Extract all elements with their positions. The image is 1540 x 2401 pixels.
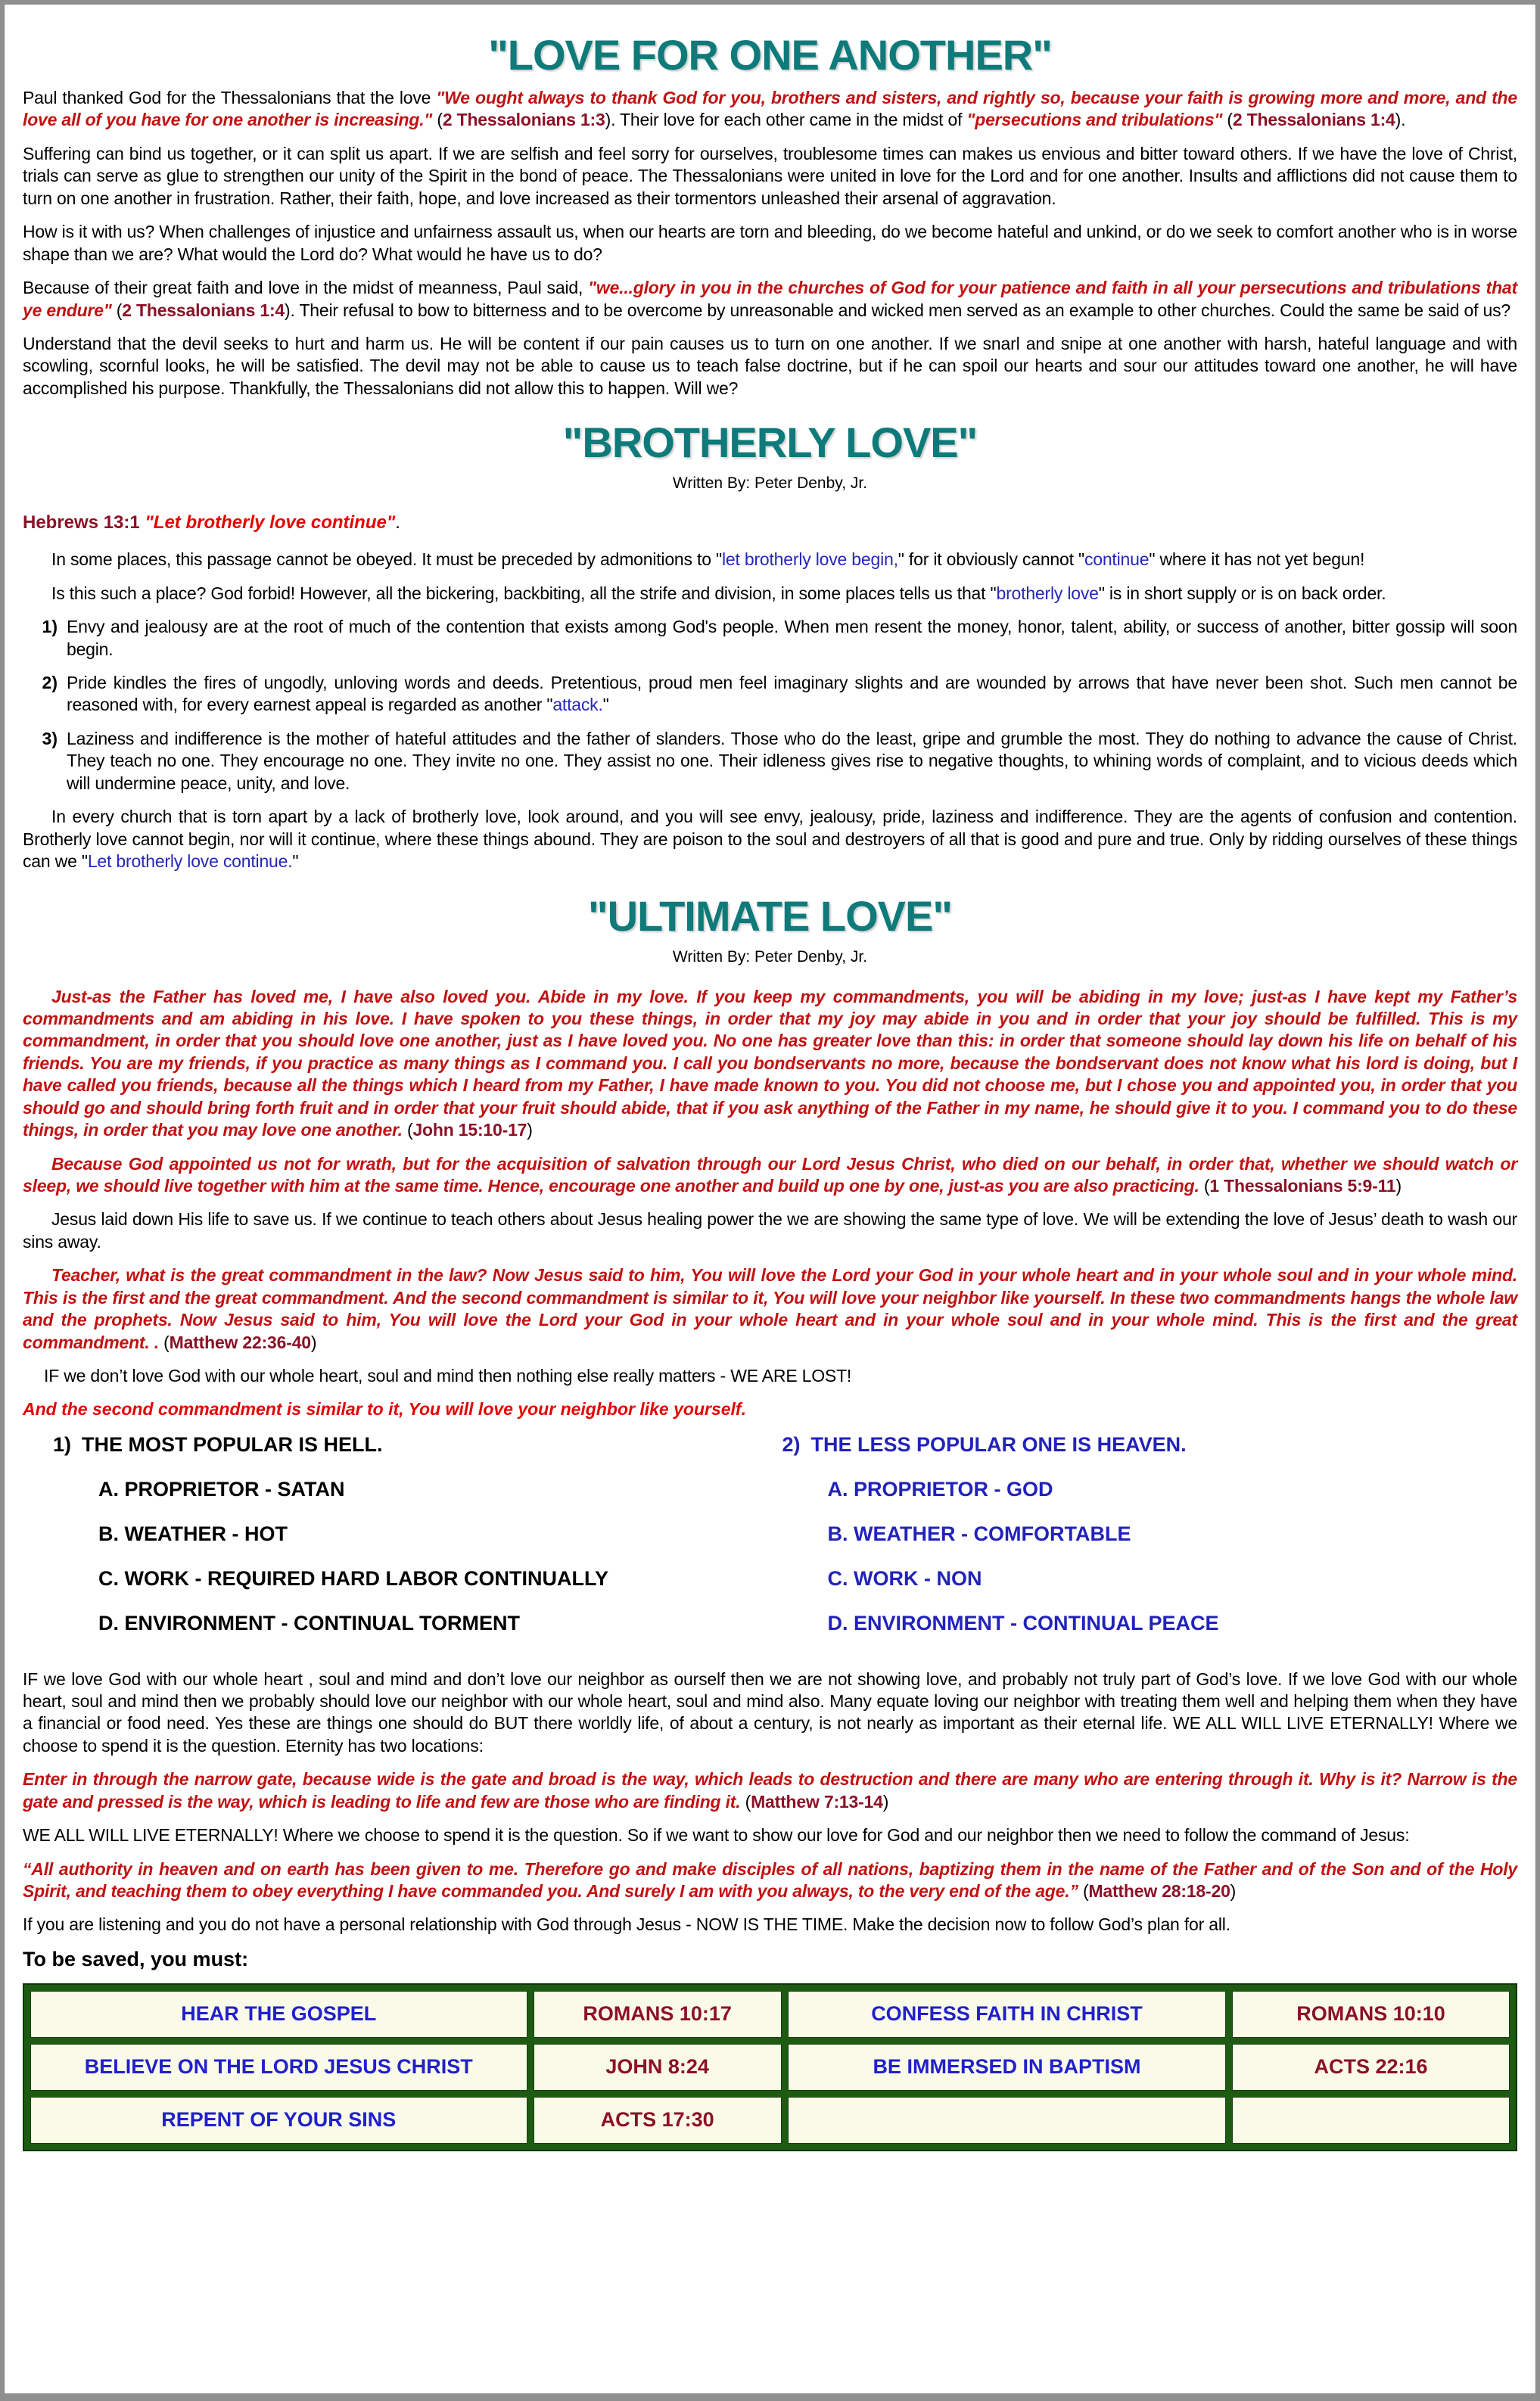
table-cell-reference: ROMANS 10:17	[534, 1991, 782, 2038]
scripture-reference: Matthew 7:13-14	[751, 1791, 883, 1812]
text-run: " is in short supply or is on back order.	[1098, 583, 1386, 603]
text-run: Envy and jealousy are at the root of much of the contention that exists among God's people. When men resent the money, honor, talent, ability, or success of another, bitter gossip will soon begin.	[67, 617, 1517, 659]
scripture-reference: 2 Thessalonians 1:4	[1232, 110, 1395, 130]
scripture-quote: “All authority in heaven and on earth has been given to me. Therefore go and make disciples of all nations, baptizing them in the name of the Father and of the Son and of the Holy Spirit, and teaching them to obey everything I have commanded you. And surely I am with you always, to the very end of the age.”	[23, 1858, 1517, 1901]
paragraph-suffering: Suffering can bind us together, or it can split us apart. If we are selfish and feel sorry for ourselves, troublesome times can makes us envious and bitter toward others. If we have the love of Christ, trials can serve as glue to strengthen our unity of the Spirit in the bond of peace. The Thessalonians were united in love for the Lord and for one another. Insults and afflictions did not cause them to turn on one another in frustration. Rather, their faith, hope, and love increased as their tormentors unleashed their arsenal of aggravation.	[23, 143, 1517, 208]
heaven-item-weather: B. WEATHER - COMFORTABLE	[827, 1522, 1131, 1545]
table-cell-step: BE IMMERSED IN BAPTISM	[788, 2044, 1226, 2091]
section-title-ultimate-love: "ULTIMATE LOVE"	[588, 891, 952, 940]
text-run: " where it has not yet begun!	[1149, 549, 1365, 570]
list-item-text	[67, 728, 1517, 795]
text-run: ). Their love for each other came in the midst of	[605, 110, 967, 130]
text-link[interactable]: continue	[1084, 549, 1150, 570]
text-run: "	[602, 695, 609, 715]
text-run: (	[745, 1791, 751, 1812]
text-link[interactable]: Let brotherly love continue.	[87, 851, 293, 872]
paragraph-in-every-church	[23, 806, 1517, 872]
text-run: In some places, this passage cannot be obeyed. It must be preceded by admonitions to "	[51, 549, 722, 570]
paragraph-understand-devil: Understand that the devil seeks to hurt and harm us. He will be content if our pain causes us to turn on one another. If we snarl and snipe at one another with harsh, hateful language and with scowling, scornful looks, he will be satisfied. The devil may not be able to cause us to teach false doctrine, but if he can spoil our hearts and sour our attitudes toward one another, he will have accomplished his purpose. Thankfully, the Thessalonians did not allow this to happen. Will we?	[23, 333, 1517, 398]
numbered-list	[23, 616, 1517, 795]
hell-number: 1)	[53, 1432, 72, 1456]
hell-title: THE MOST POPULAR IS HELL.	[82, 1432, 383, 1456]
scripture-quote: "persecutions and tribulations"	[966, 110, 1227, 130]
scripture-reference: Matthew 22:36-40	[169, 1332, 311, 1352]
saved-heading: To be saved, you must:	[23, 1947, 249, 1970]
text-run: Paul thanked God for the Thessalonians that the love	[23, 88, 437, 107]
scripture-quote: Enter in through the narrow gate, because wide is the gate and broad is the way, which leads to destruction and there are many who are entering through it. Why is it? Narrow is the gate and pressed is the way, which is leading to life and few are those who are finding it.	[23, 1769, 1517, 1812]
heaven-column	[770, 1433, 1518, 1656]
list-item-laziness	[23, 728, 1517, 795]
text-run: (	[1227, 110, 1233, 130]
scripture-quote: Just-as the Father has loved me, I have also loved you. Abide in my love. If you keep my commandments, you will be abiding in my love; just-as I have kept my Father’s commandments and am abiding in his love. I have spoken to you these things, in order that my joy may abide in you and in order that your joy should be fulfilled. This is my commandment, in order that you should love one another, just as I have loved you. No one has greater love than this: in order that someone should lay down his life on behalf of his friends. You are my friends, if you practice as many things as I command you. I call you bondservants no more, because the bondservant does not know what his lord is doing, but I have called you friends, because all the things which I heard from my Father, I have made known to you. You did not choose me, but I chose you and appointed you, in order that you should go and should bring forth fruit and in order that your fruit should abide, that if you ask anything of the Father in my name, he should give it to you. I command you to do these things, in order that you may love one another.	[23, 986, 1517, 1140]
section-title-brotherly-love: "BROTHERLY LOVE"	[562, 418, 978, 467]
list-item-envy	[23, 616, 1517, 661]
scripture-reference: 2 Thessalonians 1:4	[122, 300, 285, 320]
heaven-number: 2)	[782, 1432, 801, 1456]
paragraph-if-we-dont-love: IF we don’t love God with our whole heart, soul and mind then nothing else really matters - WE ARE LOST!	[44, 1366, 852, 1386]
list-item-text	[67, 616, 1517, 661]
list-marker: 2)	[42, 673, 58, 692]
paragraph-jesus-laid-down: Jesus laid down His life to save us. If we continue to teach others about Jesus healing power the we are showing the same type of love. We will be extending the love of Jesus’ death to wash our sins away.	[23, 1209, 1517, 1252]
verse-hebrews-13-1	[23, 512, 1517, 533]
document-page	[4, 4, 1536, 2394]
heaven-title: THE LESS POPULAR ONE IS HEAVEN.	[810, 1432, 1187, 1456]
list-item-text	[67, 672, 1517, 717]
text-run: (	[1203, 1176, 1210, 1196]
scripture-quote: "We ought always to thank God for you, brothers and sisters, and rightly so, because your faith is growing more and more, and the love all of you have for one another is increasing."	[23, 88, 1517, 130]
byline-ultimate: Written By: Peter Denby, Jr.	[672, 947, 868, 966]
text-run: .	[395, 512, 400, 533]
salvation-table	[23, 1983, 1517, 2151]
paragraph-how-is-it: How is it with us? When challenges of injustice and unfairness assault us, when our hearts are torn and bleeding, do we become hateful and unkind, or do we seek to comfort another who is in worse shape than we are? What would the Lord do? What would he have us to do?	[23, 222, 1517, 264]
scripture-quote: "we...glory in you in the churches of God for your patience and faith in all your persecutions and tribulations that ye endure"	[23, 278, 1517, 320]
scripture-reference: Matthew 28:18-20	[1088, 1881, 1230, 1901]
scripture-reference: 1 Thessalonians 5:9-11	[1209, 1176, 1396, 1196]
scripture-reference: John 15:10-17	[412, 1120, 527, 1140]
table-cell-reference: ROMANS 10:10	[1232, 1991, 1510, 2038]
table-cell-empty	[1232, 2097, 1510, 2144]
text-run: (	[116, 300, 123, 320]
heaven-item-work: C. WORK - NON	[827, 1566, 982, 1590]
hell-item-weather: B. WEATHER - HOT	[98, 1522, 288, 1545]
table-cell-step: CONFESS FAITH IN CHRIST	[788, 1991, 1226, 2038]
text-run: )	[882, 1791, 889, 1812]
text-run: Is this such a place? God forbid! However, all the bickering, backbiting, all the strife and division, in some places tells us that "	[51, 583, 997, 603]
hell-item-work: C. WORK - REQUIRED HARD LABOR CONTINUALLY	[98, 1566, 608, 1590]
text-run: )	[527, 1120, 533, 1140]
paragraph-because-of-faith	[23, 277, 1517, 322]
list-marker: 1)	[42, 617, 58, 637]
text-run: " for it obviously cannot "	[898, 549, 1084, 570]
paragraph-if-you-are-listening: If you are listening and you do not have a personal relationship with God through Jesus - NOW IS THE TIME. Make the decision now to follow God’s plan for all.	[23, 1914, 1230, 1935]
text-link[interactable]: let brotherly love begin,	[721, 549, 898, 570]
paragraph-if-we-love-god: IF we love God with our whole heart , soul and mind and don’t love our neighbor as ourself then we are not showing love, and probably not truly part of God’s love. If we love God with our whole heart, soul and mind then we probably should love our neighbor with our whole heart, soul and mind also. Many equate loving our neighbor with treating them well and helping them when they have a financial or food need. Yes these are things one should do BUT there worldly life, of about a century, is not nearly as important as their eternal life. WE ALL WILL LIVE ETERNALLY! Where we choose to spend it is the question. Eternity has two locations:	[23, 1669, 1517, 1756]
list-marker: 3)	[42, 728, 58, 748]
table-cell-step: REPENT OF YOUR SINS	[30, 2097, 527, 2144]
table-cell-empty	[788, 2097, 1226, 2144]
table-cell-step: HEAR THE GOSPEL	[30, 1991, 527, 2038]
table-cell-reference: ACTS 17:30	[534, 2097, 782, 2144]
scripture-quote: Teacher, what is the great commandment in the law? Now Jesus said to him, You will love the Lord your God in your whole heart and in your whole soul and in your whole mind. This is the first and the great commandment. And the second commandment is similar to it, You will love your neighbor like yourself. In these two commandments hangs the whole law and the prophets. Now Jesus said to him, You will love the Lord your God in your whole heart and in your whole soul and in your whole mind. This is the first and the great commandment. .	[23, 1265, 1517, 1352]
table-cell-reference: JOHN 8:24	[534, 2044, 782, 2091]
text-run: Pride kindles the fires of ungodly, unloving words and deeds. Pretentious, proud men feel imaginary slights and are wounded by arrows that have never been shot. Such men cannot be reasoned with, for every earnest appeal is regarded as another "	[67, 673, 1517, 715]
text-run: (	[437, 110, 443, 130]
table-cell-reference: ACTS 22:16	[1232, 2044, 1510, 2091]
text-run: Laziness and indifference is the mother of hateful attitudes and the father of slanders. Those who do the least, gripe and grumble the most. They do nothing to advance the cause of Christ. They teach no one. They encourage no one. They invite no one. They assist no one. Their idleness gives rise to negative thoughts, to whining words of complaint, and to vicious deeds which will undermine peace, unity, and love.	[67, 728, 1517, 793]
section-title-love-for-one-another: "LOVE FOR ONE ANOTHER"	[488, 31, 1052, 79]
scripture-quote: "Let brotherly love continue"	[145, 512, 396, 533]
scripture-reference: 2 Thessalonians 1:3	[442, 110, 605, 130]
quote-matthew-28	[23, 1858, 1517, 1903]
text-run: (	[406, 1120, 413, 1140]
text-link[interactable]: brotherly love	[996, 583, 1099, 603]
line-second-commandment: And the second commandment is similar to it, You will love your neighbor like yourself.	[23, 1398, 746, 1419]
text-run: )	[310, 1332, 317, 1352]
hell-item-environment: D. ENVIRONMENT - CONTINUAL TORMENT	[98, 1611, 520, 1634]
text-link[interactable]: attack.	[552, 695, 603, 715]
quote-matthew-22	[23, 1264, 1517, 1354]
quote-john-15	[23, 986, 1517, 1142]
text-run: ).	[1395, 110, 1406, 130]
quote-matthew-7	[23, 1768, 1517, 1813]
byline-brotherly: Written By: Peter Denby, Jr.	[672, 474, 868, 493]
table-cell-step: BELIEVE ON THE LORD JESUS CHRIST	[30, 2044, 527, 2091]
text-run: )	[1230, 1881, 1237, 1901]
hell-column	[23, 1433, 770, 1656]
text-run: Because of their great faith and love in the midst of meanness, Paul said,	[23, 278, 589, 298]
list-item-pride	[23, 672, 1517, 717]
paragraph-we-all-will-live: WE ALL WILL LIVE ETERNALLY! Where we choose to spend it is the question. So if we want to show our love for God and our neighbor then we need to follow the command of Jesus:	[23, 1825, 1410, 1846]
text-run: )	[1395, 1176, 1402, 1196]
quote-1-thessalonians-5	[23, 1153, 1517, 1198]
comparison-columns	[23, 1433, 1517, 1656]
paragraph-paul-thanked	[23, 87, 1517, 132]
text-run: "	[292, 851, 299, 872]
scripture-reference: Hebrews 13:1	[23, 512, 145, 533]
hell-item-proprietor: A. PROPRIETOR - SATAN	[98, 1477, 345, 1501]
hell-title-row	[53, 1433, 770, 1457]
heaven-item-proprietor: A. PROPRIETOR - GOD	[827, 1477, 1053, 1501]
text-run: In every church that is torn apart by a lack of brotherly love, look around, and you will see envy, jealousy, pride, laziness and indifference. They are the agents of confusion and contention. Brotherly love cannot begin, nor will it continue, where these things abound. They are poison to the soul and destroyers of all that is good and pure and true. Only by ridding ourselves of these things can we "	[23, 807, 1517, 872]
paragraph-in-some-places	[23, 549, 1517, 571]
scripture-quote: Because God appointed us not for wrath, but for the acquisition of salvation through our Lord Jesus Christ, who died on our behalf, in order that, whether we should watch or sleep, we should live together with him at the same time. Hence, encourage one another and build up one by one, just-as you are also practicing.	[23, 1153, 1517, 1196]
text-run: (	[163, 1332, 170, 1352]
text-run: (	[1082, 1881, 1089, 1901]
text-run: ). Their refusal to bow to bitterness and to be overcome by unreasonable and wicked men served as an example to other churches. Could the same be said of us?	[285, 300, 1511, 320]
paragraph-is-this-such-a-place	[23, 583, 1517, 605]
heaven-title-row	[782, 1433, 1518, 1457]
heaven-item-environment: D. ENVIRONMENT - CONTINUAL PEACE	[827, 1611, 1219, 1634]
